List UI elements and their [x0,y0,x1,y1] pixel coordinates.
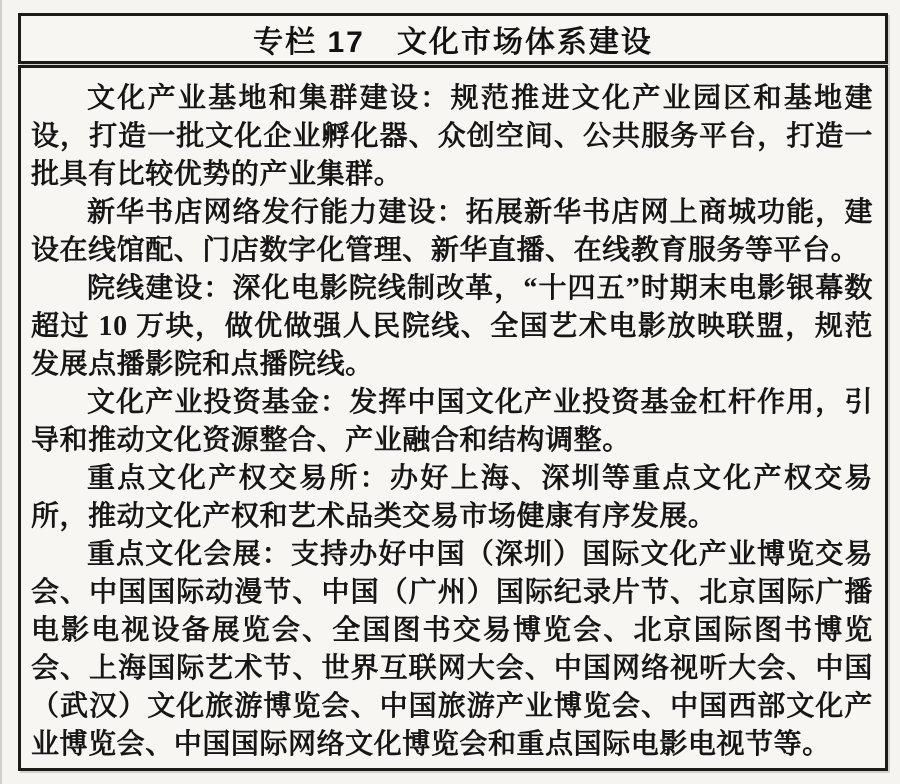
paragraph-xinhua-bookstore-network: 新华书店网络发行能力建设：拓展新华书店网上商城功能，建设在线馆配、门店数字化管理、新华直播、在线教育服务等平台。 [31,197,873,266]
paragraph-property-rights-exchanges: 重点文化产权交易所：办好上海、深圳等重点文化产权交易所，推动文化产权和艺术品类交易市场健康有序发展。 [31,463,873,532]
panel-body [18,65,888,771]
paragraph-industry-bases-clusters: 文化产业基地和集群建设：规范推进文化产业园区和基地建设，打造一批文化企业孵化器、众创空间、公共服务平台，打造一批具有比较优势的产业集群。 [31,83,873,190]
document-page [18,13,888,771]
paragraph-cinema-chain-construction: 院线建设：深化电影院线制改革，“十四五”时期末电影银幕数超过 10 万块，做优做强人民院线、全国艺术电影放映联盟，规范发展点播影院和点播院线。 [31,273,873,380]
scan-page-edge [0,0,2,784]
paragraph-cultural-investment-fund: 文化产业投资基金：发挥中国文化产业投资基金杠杆作用，引导和推动文化资源整合、产业融合和结构调整。 [31,387,873,456]
panel-title: 专栏 17 文化市场体系建设 [253,25,653,59]
panel-title-bar [18,13,888,64]
paragraph-key-cultural-exhibitions: 重点文化会展：支持办好中国（深圳）国际文化产业博览交易会、中国国际动漫节、中国（广州）国际纪录片节、北京国际广播电影电视设备展览会、全国图书交易博览会、北京国际图书博览会、上海国际艺术节、世界互联网大会、中国网络视听大会、中国（武汉）文化旅游博览会、中国旅游产业博览会、中国西部文化产业博览会、中国国际网络文化博览会和重点国际电影电视节等。 [31,539,873,760]
